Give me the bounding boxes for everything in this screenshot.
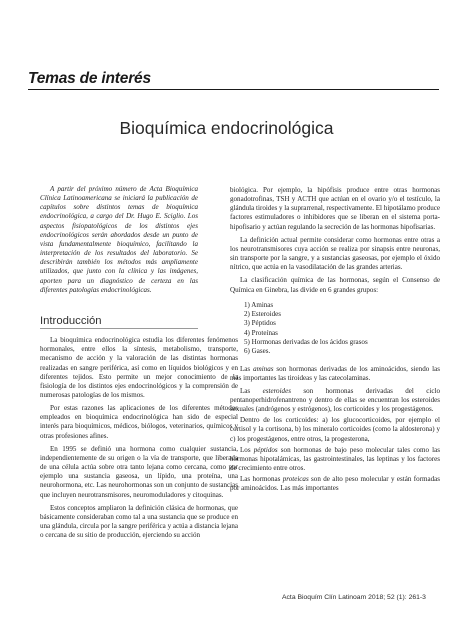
aminas-paragraph [230, 365, 440, 383]
term-peptidos: péptidos [253, 445, 278, 454]
list-item: 4) Proteínas [244, 328, 278, 337]
body-paragraph: biológica. Por ejemplo, la hipófisis produce entre otras hormonas gonadotrofinas, TSH y ACTH que actúan en el ovario y/o el testículo, la glándula tiroides y la suprarrenal, respectivamente. El hipotálamo produce factores estimuladores o inhibidores que se liberan en el sistema porta-hipofisario y actúan regulando la secreción de las hormonas hipofisarias. [230, 186, 440, 231]
body-paragraph: La clasificación química de las hormonas, según el Consenso de Química en Ginebra, las divide en 6 grandes grupos: [230, 276, 440, 294]
list-item: 1) Aminas [244, 300, 274, 309]
text-run: son hormonas derivadas de los aminoácidos, siendo las más importantes las tiroideas y las catecolaminas. [230, 364, 440, 382]
list-item: 6) Gases. [244, 347, 271, 356]
term-aminas: aminas [253, 364, 274, 373]
intro-paragraph: Por estas razones las aplicaciones de los diferentes métodos empleados en bioquímica endocrinológica han sido de especial interés para bioquímicos, médicos, biólogos, veterinarios, químicos y otras profesiones afines. [40, 404, 238, 440]
right-column [230, 186, 440, 496]
intro-paragraph: Estos conceptos ampliaron la definición clásica de hormonas, que básicamente consideraban como tal a una sustancia que se produce en una glándula, circula por la sangre periférica y actúa a distancia lejana o cercana de su sitio de producción, ejerciendo su acción [40, 503, 238, 540]
text-run: Las hormonas [240, 475, 283, 484]
hormone-group-list [244, 301, 440, 357]
abstract: A partir del próximo número de Acta Bioquímica Clínica Latinoamericana se iniciará la publicación de capítulos sobre distintos temas de bioquímica endocrinológica, a cargo del Dr. Hugo E. Sciglio. Los aspectos fisiopatológicos de los distintos ejes endocrinológicos serán abordados desde un punto de vista fundamentalmente bioquímico, facilitando la interpretación de los resultados del laboratorio. Se describirán también los métodos más ampliamente utilizados, que junto con la clínica y las imágenes, aporten para un diagnóstico de certeza en las diferentes patologías endocrinológicas. [40, 185, 198, 294]
intro-paragraph: En 1995 se definió una hormona como cualquier sustancia, independientemente de su origen o la vía de transporte, que liberada de una célula actúa sobre otra tanto lejana como cercana, como por ejemplo una sustancia gaseosa, un lípido, una proteína, una neurohormona, etc. Las neurohormonas son un conjunto de sustancias que incluyen neurotransmisores, neuromoduladores y citoquinas. [40, 444, 238, 499]
article-title: Bioquímica endocrinológica [119, 118, 334, 138]
left-column [40, 185, 238, 542]
list-item: 2) Esteroides [244, 310, 281, 319]
section-label: Temas de interés [28, 70, 151, 87]
text-run: son hormonas de bajo peso molecular tales como las hormonas hipotalámicas, las gastrointestinales, las leptinas y los factores de crecimiento entre otros. [230, 445, 440, 473]
corticoides-paragraph: Dentro de los corticoides: a) los glucocorticoides, por ejemplo el cortisol y la cortisona, b) los mineralo corticoides (como la aldosterona) y c) los progestágenos, entre otros, la progesterona, [230, 416, 440, 443]
body-paragraph: La definición actual permite considerar como hormonas entre otras a los neurotransmisores cuya acción se realiza por sinapsis entre neuronas, sin transporte por la sangre, y a sustancias gaseosas, por ejemplo el óxido nítrico, que actúa en la vasodilatación de las grandes arterias. [230, 235, 440, 272]
section-rule [28, 89, 439, 90]
text-run: Los [240, 445, 254, 454]
list-item: 3) Péptidos [244, 319, 276, 328]
intro-paragraph: La bioquímica endocrinológica estudia los diferentes fenómenos hormonales, entre ellos la síntesis, metabolismo, transporte, mecanismo de acción y la valoración de las distintas hormonas realizadas en sangre periférica, así como en líquidos biológicos y en diferentes tejidos. Esto permite un mejor conocimiento de la fisiología de los distintos ejes endocrinológicos y la comprensión de numerosas patologías de los mismos. [40, 336, 238, 399]
proteicas-paragraph [230, 475, 440, 493]
esteroides-paragraph [230, 387, 440, 414]
text-run: son de alto peso molecular y están formadas por aminoácidos. Las más importantes [230, 475, 440, 493]
term-proteicas: proteicas [282, 475, 309, 484]
list-item: 5) Hormonas derivadas de los ácidos grasos [244, 337, 368, 346]
intro-heading: Introducción [40, 317, 198, 329]
term-esteroides: esteroides [262, 386, 291, 395]
journal-citation: Acta Bioquím Clín Latinoam 2018; 52 (1): 261-3 [282, 594, 426, 601]
text-run: Las [240, 364, 254, 373]
text-run: Las [240, 386, 263, 395]
peptidos-paragraph [230, 446, 440, 473]
intro-body [40, 336, 238, 540]
text-run: son hormonas derivadas del ciclo pentanoperhidrofenantreno y dentro de ellas se encuentran los esteroides sexuales (andrógenos y estrógenos), los corticoides y los progestágenos. [230, 386, 441, 414]
